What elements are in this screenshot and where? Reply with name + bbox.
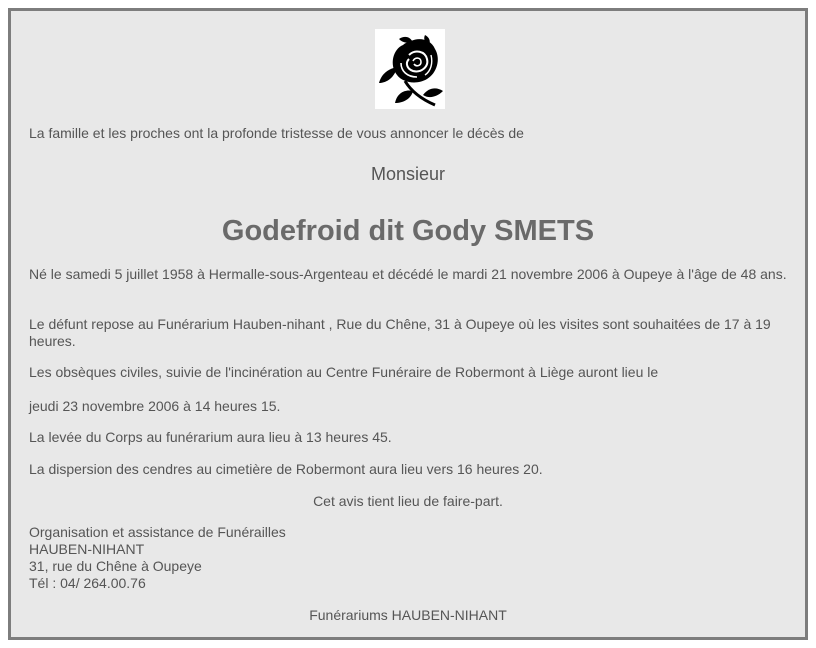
death-notice-card [8, 8, 808, 640]
organisation-company: HAUBEN-NIHANT [29, 541, 145, 557]
ceremony-date-text: jeudi 23 novembre 2006 à 14 heures 15. [29, 398, 281, 414]
organisation-phone: Tél : 04/ 264.00.76 [29, 575, 146, 591]
footer-text: Funérariums HAUBEN-NIHANT [309, 607, 507, 623]
levee-text: La levée du Corps au funérarium aura lieu à 13 heures 45. [29, 429, 392, 445]
birth-death-text: Né le samedi 5 juillet 1958 à Hermalle-sous-Argenteau et décédé le mardi 21 novembre 2006 à Oupeye à l'âge de 48 ans. [29, 266, 787, 282]
deceased-name: Godefroid dit Gody SMETS [221, 215, 595, 247]
dispersion-text: La dispersion des cendres au cimetière de Robermont aura lieu vers 16 heures 20. [29, 461, 543, 477]
rest-location-text: Le défunt repose au Funérarium Hauben-nihant , Rue du Chêne, 31 à Oupeye où les visites sont souhaitées de 17 à 19 heures. [29, 316, 771, 349]
organisation-address: 31, rue du Chêne à Oupeye [29, 558, 202, 574]
honorific: Monsieur [370, 164, 446, 184]
organisation-line: Organisation et assistance de Funérailles [29, 524, 286, 540]
faire-part-text: Cet avis tient lieu de faire-part. [313, 493, 503, 509]
ceremony-text: Les obsèques civiles, suivie de l'incinération au Centre Funéraire de Robermont à Liège auront lieu le [29, 364, 659, 380]
intro-text: La famille et les proches ont la profonde tristesse de vous annoncer le décès de [29, 125, 524, 141]
rose-icon [375, 29, 445, 109]
